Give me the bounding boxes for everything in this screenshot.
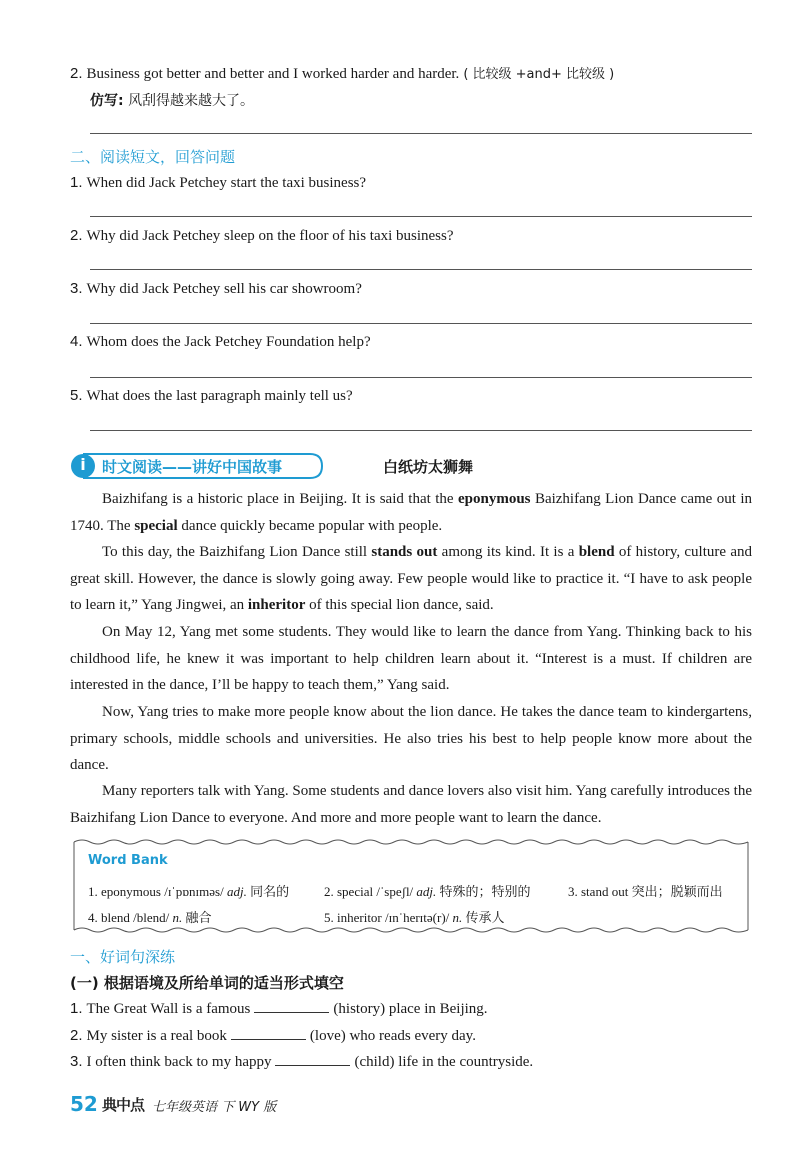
question-item bbox=[70, 227, 454, 245]
article-title: 白纸坊太狮舞 bbox=[383, 458, 474, 476]
exercise-text: I often think back to my happy bbox=[86, 1054, 272, 1070]
page-number: 52 bbox=[70, 1092, 98, 1116]
article-paragraph: Many reporters talk with Yang. Some students and dance lovers also visit him. Yang carefully introduces the Baizhifang Lion Dance to everyone. And more and more people want to learn the dance. bbox=[70, 783, 752, 826]
exercise-number: 2. bbox=[70, 1027, 83, 1044]
imitation-prompt-label: 仿写: bbox=[90, 93, 124, 109]
question-number: 4. bbox=[70, 333, 83, 350]
article-banner-text: 时文阅读——讲好中国故事 bbox=[102, 458, 283, 476]
answer-line[interactable] bbox=[90, 430, 752, 431]
question-number: 1. bbox=[70, 174, 83, 191]
question-item bbox=[70, 174, 366, 192]
word-bank-title: Word Bank bbox=[88, 853, 168, 868]
question-item bbox=[70, 333, 371, 351]
article-paragraph: Now, Yang tries to make more people know about the lion dance. He takes the dance team to kindergartens, primary schools, middle schools and universities. He also tries his best to help people know more about the dance. bbox=[70, 704, 752, 773]
question-text: What does the last paragraph mainly tell us? bbox=[86, 388, 353, 404]
exercise-text: My sister is a real book bbox=[86, 1028, 227, 1044]
exercise-hint: (child) life in the countryside. bbox=[354, 1054, 534, 1070]
answer-line[interactable] bbox=[90, 216, 752, 217]
imitation-sentence: Business got better and better and I worked harder and harder. bbox=[86, 66, 460, 82]
article-paragraph: Baizhifang is a historic place in Beijing. It is said that the eponymous Baizhifang Lion Dance came out in 1740. The special dance quickly became popular with people. bbox=[70, 491, 753, 534]
reading-questions-heading: 二、阅读短文，回答问题 bbox=[70, 148, 236, 166]
answer-line[interactable] bbox=[90, 323, 752, 324]
imitation-note: ( 比较级 +and+ 比较级 ) bbox=[463, 67, 615, 82]
imitation-number: 2. bbox=[70, 65, 83, 82]
fill-blank[interactable] bbox=[254, 1000, 329, 1013]
exercise-number: 3. bbox=[70, 1053, 83, 1070]
article-banner bbox=[70, 453, 325, 479]
exercise-number: 1. bbox=[70, 1000, 83, 1017]
exercise-hint: (love) who reads every day. bbox=[309, 1028, 476, 1044]
word-bank-entry: 5. inheritor /ɪnˈherɪtə(r)/ n. 传承人 bbox=[324, 910, 505, 925]
exercise-text: The Great Wall is a famous bbox=[86, 1001, 251, 1017]
question-text: When did Jack Petchey start the taxi business? bbox=[86, 175, 367, 191]
exercises-heading: 一、好词句深练 bbox=[70, 948, 176, 966]
brand-logo: 典中点 bbox=[102, 1096, 145, 1114]
word-bank-entry: 1. eponymous /ɪˈpɒnɪməs/ adj. 同名的 bbox=[88, 884, 290, 899]
fill-blank[interactable] bbox=[275, 1053, 350, 1066]
imitation-prompt-text: 风刮得越来越大了。 bbox=[128, 93, 255, 109]
exercises-subheading: (一) 根据语境及所给单词的适当形式填空 bbox=[70, 974, 344, 992]
question-number: 3. bbox=[70, 280, 83, 297]
answer-line[interactable] bbox=[90, 377, 752, 378]
article-paragraph: On May 12, Yang met some students. They would like to learn the dance from Yang. Thinking back to his childhood life, he knew it was important to help children learn about it. “Interest is a must. If children are interested in the dance, I’ll be happy to teach them,” Yang said. bbox=[70, 624, 752, 693]
exercise-item bbox=[70, 1053, 533, 1071]
exercise-item bbox=[70, 1027, 476, 1045]
answer-line[interactable] bbox=[90, 269, 752, 270]
exercise-item bbox=[70, 1000, 488, 1018]
question-item bbox=[70, 387, 353, 405]
question-number: 2. bbox=[70, 227, 83, 244]
info-icon: i bbox=[80, 455, 86, 474]
question-item bbox=[70, 280, 362, 298]
question-text: Whom does the Jack Petchey Foundation help? bbox=[86, 334, 371, 350]
question-number: 5. bbox=[70, 387, 83, 404]
answer-line[interactable] bbox=[90, 133, 752, 134]
question-text: Why did Jack Petchey sell his car showroom? bbox=[86, 281, 362, 297]
article-paragraph: To this day, the Baizhifang Lion Dance still stands out among its kind. It is a blend of history, culture and great skill. However, the dance is slowly going away. Few people would like to practice it. “I have to ask people to learn it,” Yang Jingwei, an inheritor of this special lion dance, said. bbox=[70, 544, 752, 613]
imitation-prompt bbox=[90, 90, 254, 110]
word-bank-entry: 4. blend /blend/ n. 融合 bbox=[88, 910, 212, 925]
word-bank bbox=[70, 838, 752, 934]
book-title: 七年级英语 下 WY 版 bbox=[152, 1100, 277, 1115]
word-bank-entry: 2. special /ˈspeʃl/ adj. 特殊的；特别的 bbox=[324, 884, 531, 899]
exercise-hint: (history) place in Beijing. bbox=[333, 1001, 488, 1017]
fill-blank[interactable] bbox=[231, 1027, 306, 1040]
imitation-item bbox=[70, 63, 614, 83]
question-text: Why did Jack Petchey sleep on the floor of his taxi business? bbox=[86, 228, 454, 244]
word-bank-entry: 3. stand out 突出；脱颖而出 bbox=[568, 884, 723, 899]
